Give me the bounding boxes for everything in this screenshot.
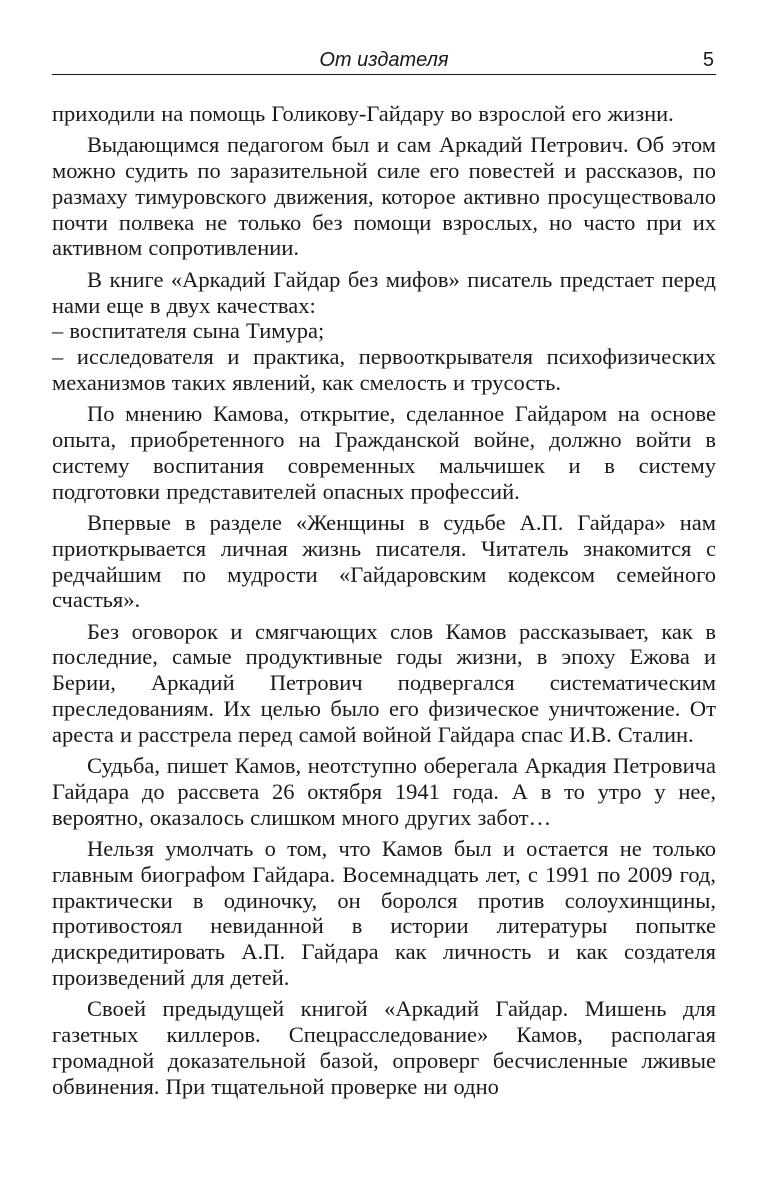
- list-item: – воспитателя сына Тимура;: [52, 318, 325, 344]
- paragraph: приходили на помощь Голикову-Гайдару во взрослой его жизни.: [52, 101, 674, 126]
- paragraph: Судьба, пишет Камов, неотступно оберегала Аркадия Петровича Гайдара до рассвета 26 октября 1941 года. А в то утро у нее, вероятно, оказалось слишком много других забот…: [52, 753, 716, 830]
- header-rule: [52, 74, 716, 75]
- paragraph: Без оговорок и смягчающих слов Камов рассказывает, как в последние, самые продуктивные годы жизни, в эпоху Ежова и Берии, Аркадий Петрович подвергался систематическим преследованиям. Их целью было его физическое уничтожение. От ареста и расстрела перед самой войной Гайдара спас И.В. Сталин.: [52, 618, 716, 747]
- paragraph: В книге «Аркадий Гайдар без мифов» писатель предстает перед нами еще в двух качествах:: [52, 266, 716, 318]
- paragraph: Впервые в разделе «Женщины в судьбе А.П. Гайдара» нам приоткрывается личная жизнь писателя. Читатель знакомится с редчайшим по мудрости «Гайдаровским кодексом семейного счастья».: [52, 509, 716, 613]
- paragraph: Нельзя умолчать о том, что Камов был и остается не только главным биографом Гайдара. Восемнадцать лет, с 1991 по 2009 год, практически в одиночку, он боролся против солоухинщины, противостоял невиданной в истории литературы попытке дискредитировать А.П. Гайдара как личность и как создателя произведений для детей.: [52, 836, 716, 990]
- paragraph: По мнению Камова, открытие, сделанное Гайдаром на основе опыта, приобретенного на Гражданской войне, должно войти в систему воспитания современных мальчишек и в систему подготовки представителей опасных профессий.: [52, 401, 716, 504]
- running-header: [52, 46, 716, 74]
- page-number: 5: [702, 49, 714, 71]
- running-title: От издателя: [319, 49, 449, 71]
- paragraph: Выдающимся педагогом был и сам Аркадий Петрович. Об этом можно судить по заразительной силе его повестей и рассказов, по размаху тимуровского движения, которое активно просуществовало почти полвека не только без помощи взрослых, но часто при их активном сопротивлении.: [52, 132, 716, 261]
- paragraph: Своей предыдущей книгой «Аркадий Гайдар. Мишень для газетных киллеров. Спецрасследование» Камов, располагая громадной доказательной базой, опроверг бесчисленные лживые обвинения. При тщательной проверке ни одно: [52, 996, 716, 1099]
- list-item: – исследователя и практика, первооткрывателя психофизических механизмов таких явлений, как смелость и трусость.: [52, 344, 716, 395]
- body-text: [52, 101, 716, 1105]
